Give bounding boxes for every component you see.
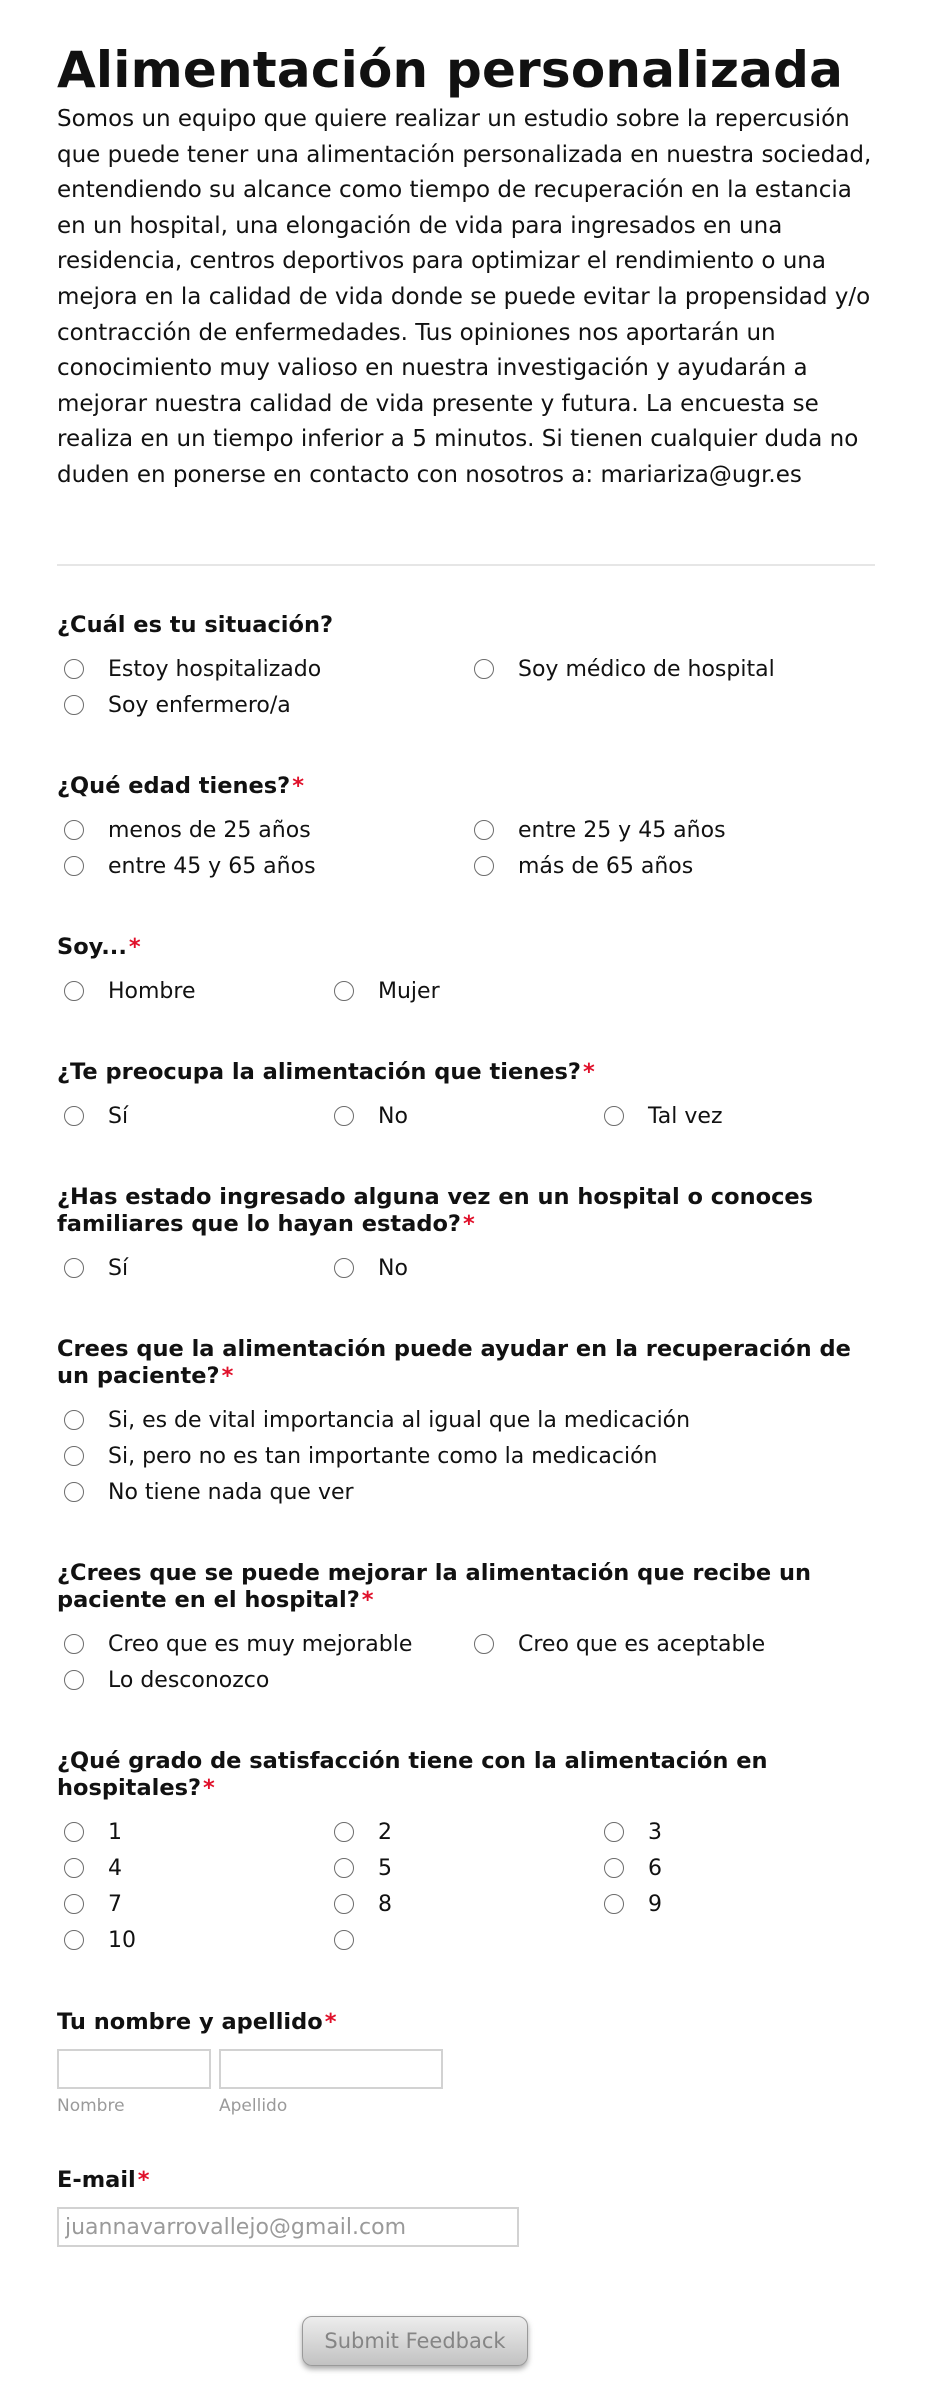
- sexo-option-hombre[interactable]: [64, 974, 196, 1008]
- option-label: Tal vez: [648, 1103, 723, 1129]
- radio-button[interactable]: [604, 1822, 624, 1842]
- question-nombre-label: [57, 2009, 877, 2036]
- radio-button[interactable]: [334, 1822, 354, 1842]
- radio-button[interactable]: [334, 1930, 354, 1950]
- option-label: No: [378, 1255, 408, 1281]
- option-label: Creo que es aceptable: [518, 1631, 766, 1657]
- radio-button[interactable]: [474, 856, 494, 876]
- radio-button[interactable]: [64, 1258, 84, 1278]
- last-name-input[interactable]: [219, 2049, 443, 2089]
- situacion-option-hospitalizado[interactable]: [64, 652, 321, 686]
- radio-button[interactable]: [64, 981, 84, 1001]
- radio-button[interactable]: [64, 1482, 84, 1502]
- submit-button[interactable]: [302, 2316, 528, 2366]
- question-email-label: [57, 2167, 877, 2194]
- radio-button[interactable]: [64, 1106, 84, 1126]
- mejorar-option-mejorable[interactable]: [64, 1627, 412, 1661]
- satisfaccion-option-6[interactable]: [604, 1851, 662, 1885]
- radio-button[interactable]: [64, 1670, 84, 1690]
- option-label: menos de 25 años: [108, 817, 311, 843]
- option-label: Sí: [108, 1103, 129, 1129]
- radio-button[interactable]: [64, 856, 84, 876]
- option-label: Si, pero no es tan importante como la medicación: [108, 1443, 658, 1469]
- ingresado-option-no[interactable]: [334, 1251, 408, 1285]
- satisfaccion-option-5[interactable]: [334, 1851, 392, 1885]
- question-preocupa-label: [57, 1059, 877, 1086]
- option-label: 2: [378, 1819, 392, 1845]
- question-recuperacion-label: [57, 1336, 877, 1390]
- option-label: entre 25 y 45 años: [518, 817, 726, 843]
- preocupa-option-si[interactable]: [64, 1099, 128, 1133]
- satisfaccion-option-7[interactable]: [64, 1887, 122, 1921]
- radio-button[interactable]: [604, 1858, 624, 1878]
- preocupa-option-tal-vez[interactable]: [604, 1099, 723, 1133]
- required-asterisk: *: [203, 1775, 215, 1801]
- question-text: ¿Cuál es tu situación?: [57, 612, 334, 638]
- option-label: más de 65 años: [518, 853, 694, 879]
- radio-button[interactable]: [604, 1894, 624, 1914]
- option-label: No: [378, 1103, 408, 1129]
- question-ingresado-label: [57, 1184, 877, 1238]
- submit-button-label: Submit Feedback: [324, 2329, 506, 2353]
- option-label: 7: [108, 1891, 122, 1917]
- question-text: ¿Crees que se puede mejorar la alimentación que recibe un paciente en el hospital?: [57, 1560, 811, 1613]
- option-label: Soy enfermero/a: [108, 692, 291, 718]
- radio-button[interactable]: [474, 659, 494, 679]
- mejorar-option-aceptable[interactable]: [474, 1627, 765, 1661]
- radio-button[interactable]: [334, 981, 354, 1001]
- question-situacion-label: [57, 612, 877, 639]
- recuperacion-option-nada[interactable]: [64, 1475, 354, 1509]
- form-header: [57, 38, 875, 494]
- first-name-input[interactable]: [57, 2049, 211, 2089]
- radio-button[interactable]: [604, 1106, 624, 1126]
- radio-button[interactable]: [64, 1446, 84, 1466]
- question-text: ¿Te preocupa la alimentación que tienes?: [57, 1059, 581, 1085]
- edad-option-25-45[interactable]: [474, 813, 726, 847]
- recuperacion-option-menos-importante[interactable]: [64, 1439, 657, 1473]
- option-label: Lo desconozco: [108, 1667, 270, 1693]
- required-asterisk: *: [462, 1211, 475, 1237]
- option-label: Hombre: [108, 978, 196, 1004]
- satisfaccion-option-9[interactable]: [604, 1887, 662, 1921]
- question-text: E-mail: [57, 2167, 136, 2193]
- email-field[interactable]: [57, 2207, 519, 2247]
- radio-button[interactable]: [64, 1634, 84, 1654]
- option-label: 3: [648, 1819, 662, 1845]
- option-label: No tiene nada que ver: [108, 1479, 354, 1505]
- option-label: 9: [648, 1891, 662, 1917]
- radio-button[interactable]: [64, 820, 84, 840]
- satisfaccion-option-1[interactable]: [64, 1815, 122, 1849]
- last-name-sublabel: Apellido: [219, 2096, 288, 2116]
- radio-button[interactable]: [64, 659, 84, 679]
- form-description: Somos un equipo que quiere realizar un estudio sobre la repercusión que puede tener una alimentación personalizada en nuestra sociedad, entendiendo su alcance como tiempo de recuperación en la estancia en un hospital, una elongación de vida para ingresados en una residencia, centros deportivos para optimizar el rendimiento o una mejora en la calidad de vida donde se puede evitar la propensidad y/o contracción de enfermedades. Tus opiniones nos aportarán un conocimiento muy valioso en nuestra investigación y ayudarán a mejorar nuestra calidad de vida presente y futura. La encuesta se realiza en un tiempo inferior a 5 minutos. Si tienen cualquier duda no duden en ponerse en contacto con nosotros a: mariariza@ugr.es: [57, 106, 872, 488]
- required-asterisk: *: [292, 773, 305, 799]
- satisfaccion-option-2[interactable]: [334, 1815, 392, 1849]
- option-label: 5: [378, 1855, 392, 1881]
- option-label: Mujer: [378, 978, 440, 1004]
- option-label: Estoy hospitalizado: [108, 656, 322, 682]
- preocupa-option-no[interactable]: [334, 1099, 408, 1133]
- satisfaccion-option-blank[interactable]: [334, 1923, 378, 1957]
- radio-button[interactable]: [64, 695, 84, 715]
- required-asterisk: *: [324, 2009, 337, 2035]
- option-label: 1: [108, 1819, 122, 1845]
- ingresado-option-si[interactable]: [64, 1251, 128, 1285]
- recuperacion-option-vital[interactable]: [64, 1403, 690, 1437]
- satisfaccion-option-3[interactable]: [604, 1815, 662, 1849]
- radio-button[interactable]: [334, 1894, 354, 1914]
- question-text: Crees que la alimentación puede ayudar en la recuperación de un paciente?: [57, 1336, 851, 1389]
- question-text: Tu nombre y apellido: [57, 2009, 323, 2035]
- question-edad-label: [57, 773, 877, 800]
- required-asterisk: *: [361, 1587, 374, 1613]
- option-label: 10: [108, 1927, 136, 1953]
- question-text: ¿Has estado ingresado alguna vez en un hospital o conoces familiares que lo hayan estado?: [57, 1184, 814, 1237]
- form-title: Alimentación personalizada: [57, 41, 844, 99]
- satisfaccion-option-4[interactable]: [64, 1851, 122, 1885]
- situacion-option-enfermero[interactable]: [64, 688, 291, 722]
- edad-option-mas-65[interactable]: [474, 849, 693, 883]
- radio-button[interactable]: [334, 1106, 354, 1126]
- sexo-option-mujer[interactable]: [334, 974, 440, 1008]
- required-asterisk: *: [221, 1363, 234, 1389]
- radio-button[interactable]: [334, 1858, 354, 1878]
- question-satisfaccion-label: [57, 1748, 877, 1802]
- radio-button[interactable]: [334, 1258, 354, 1278]
- option-label: entre 45 y 65 años: [108, 853, 316, 879]
- satisfaccion-option-10[interactable]: [64, 1923, 136, 1957]
- option-label: Soy médico de hospital: [518, 656, 775, 682]
- radio-button[interactable]: [64, 1410, 84, 1430]
- header-divider: [57, 564, 875, 566]
- required-asterisk: *: [137, 2167, 150, 2193]
- question-mejorar-label: [57, 1560, 877, 1614]
- satisfaccion-option-8[interactable]: [334, 1887, 392, 1921]
- question-text: ¿Qué edad tienes?: [57, 773, 291, 799]
- option-label: Creo que es muy mejorable: [108, 1631, 413, 1657]
- required-asterisk: *: [582, 1059, 595, 1085]
- option-label: Sí: [108, 1255, 129, 1281]
- radio-button[interactable]: [64, 1894, 84, 1914]
- mejorar-option-desconozco[interactable]: [64, 1663, 269, 1697]
- radio-button[interactable]: [474, 1634, 494, 1654]
- required-asterisk: *: [128, 934, 141, 960]
- question-sexo-label: [57, 934, 877, 961]
- situacion-option-medico[interactable]: [474, 652, 775, 686]
- edad-option-menos-25[interactable]: [64, 813, 311, 847]
- option-label: Si, es de vital importancia al igual que la medicación: [108, 1407, 691, 1433]
- radio-button[interactable]: [64, 1822, 84, 1842]
- radio-button[interactable]: [64, 1930, 84, 1950]
- radio-button[interactable]: [64, 1858, 84, 1878]
- option-label: 4: [108, 1855, 122, 1881]
- option-label: 8: [378, 1891, 392, 1917]
- radio-button[interactable]: [474, 820, 494, 840]
- option-label: 6: [648, 1855, 662, 1881]
- edad-option-45-65[interactable]: [64, 849, 316, 883]
- question-text: ¿Qué grado de satisfacción tiene con la alimentación en hospitales?: [57, 1748, 768, 1801]
- question-text: Soy...: [57, 934, 127, 960]
- first-name-sublabel: Nombre: [57, 2096, 125, 2116]
